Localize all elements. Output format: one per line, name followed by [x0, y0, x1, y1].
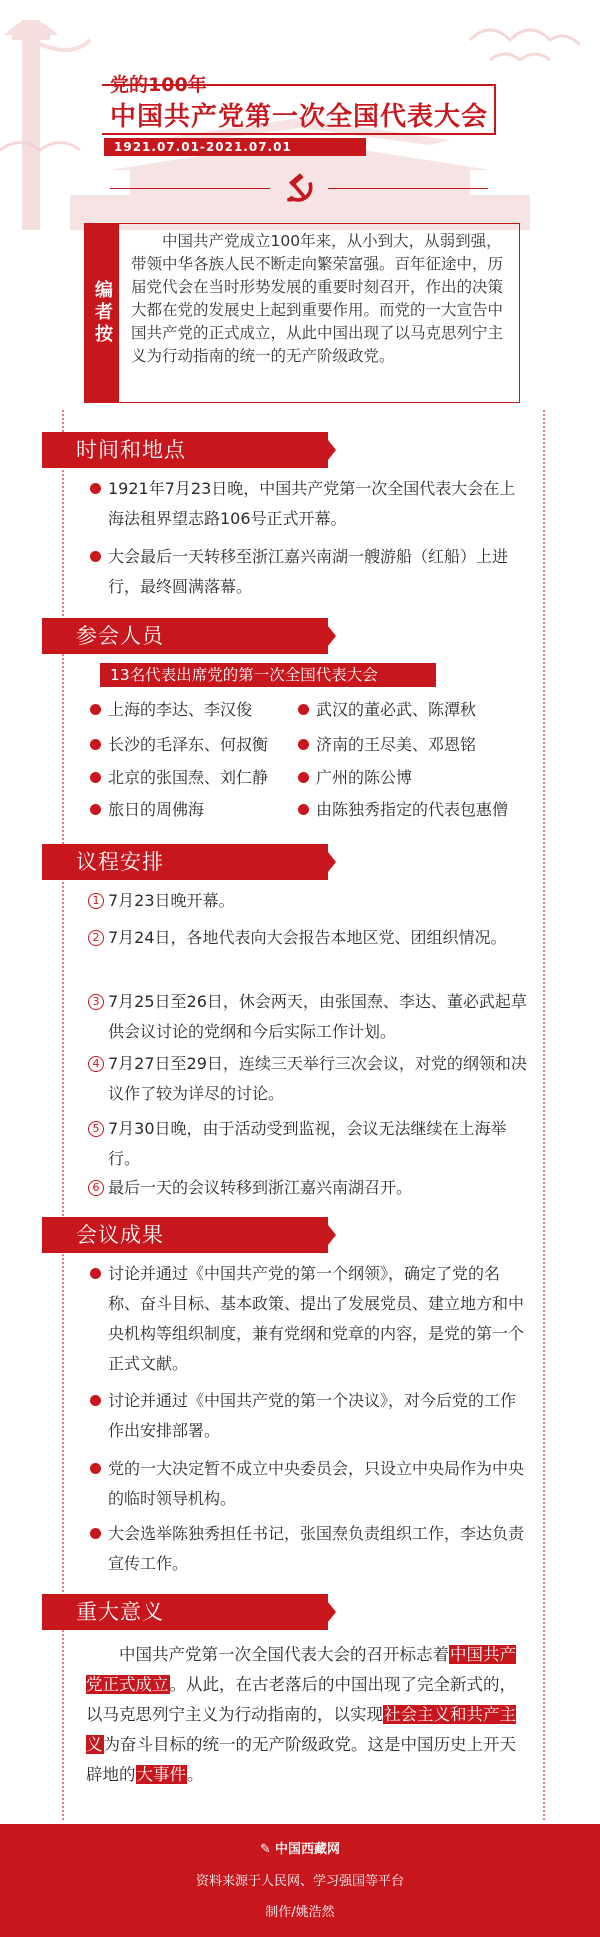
significance-text: 中国共产党第一次全国代表大会的召开标志着 — [119, 1645, 449, 1664]
editor-note — [84, 223, 520, 403]
attendee-item: 武汉的董必武、陈潭秋 — [316, 700, 477, 719]
attendee-item: 旅日的周佛海 — [108, 800, 205, 819]
bullet-dot — [298, 772, 309, 783]
agenda-item: 7月25日至26日，休会两天，由张国焘、李达、董必武起草供会议讨论的党纲和今后实际工作计划。 — [108, 992, 527, 1041]
section-header-results: 会议成果 — [42, 1217, 328, 1253]
editor-note-tag: 编者按 — [85, 224, 119, 402]
bullet-dot — [298, 739, 309, 750]
significance-text: 为奋斗目标的统一的无产阶级政党。这是中国历史上开天辟地的 — [86, 1735, 516, 1784]
agenda-item: 7月24日，各地代表向大会报告本地区党、团组织情况。 — [108, 928, 507, 947]
footer-credit: 制作/姚浩然 — [265, 1905, 335, 1920]
significance-text: 。从此，在古老落后的中国出现了完全新式的，以马克思列宁主义为行动指南的，以实现 — [86, 1675, 516, 1724]
attendees-banner: 13名代表出席党的第一次全国代表大会 — [100, 663, 436, 687]
significance-highlight: 中国共产党正式成立 — [86, 1645, 516, 1694]
bullet-dot — [90, 804, 101, 815]
result-item: 讨论并通过《中国共产党的第一个纲领》，确定了党的名称、奋斗目标、基本政策、提出了发展党员、建立地方和中央机构等组织制度，兼有党纲和党章的内容，是党的第一个正式文献。 — [108, 1264, 525, 1373]
result-item: 党的一大决定暂不成立中央委员会，只设立中央局作为中央的临时领导机构。 — [108, 1459, 525, 1508]
agenda-number: 2 — [88, 930, 104, 946]
bullet-dot — [90, 704, 101, 715]
result-item: 讨论并通过《中国共产党的第一个决议》，对今后党的工作作出安排部署。 — [108, 1391, 517, 1440]
attendee-item: 长沙的毛泽东、何叔衡 — [108, 735, 269, 754]
attendee-item: 济南的王尽美、邓恩铭 — [316, 735, 477, 754]
bullet-dot — [90, 739, 101, 750]
editor-note-text: 中国共产党成立100年来，从小到大，从弱到强，带领中华各族人民不断走向繁荣富强。百年征途中，历届党代会在当时形势发展的重要时刻召开，作出的决策大都在党的发展史上起到重要作用。而党的一大宣告中国共产党的正式成立，从此中国出现了以马克思列宁主义为行动指南的统一的无产阶级政党。 — [131, 232, 504, 365]
bullet-dot — [90, 551, 101, 562]
page-title: 中国共产党第一次全国代表大会 — [110, 102, 489, 132]
significance-paragraph — [86, 1640, 532, 1790]
bullet-dot — [90, 772, 101, 783]
agenda-number: 4 — [88, 1056, 104, 1072]
section-header-time-place: 时间和地点 — [42, 432, 328, 468]
attendee-item: 由陈独秀指定的代表包惠僧 — [316, 800, 509, 819]
bullet-dot — [90, 1463, 101, 1474]
bullet-dot — [90, 1395, 101, 1406]
time-place-item: 大会最后一天转移至浙江嘉兴南湖一艘游船（红船）上进行，最终圆满落幕。 — [108, 547, 509, 596]
bullet-dot — [90, 1268, 101, 1279]
hammer-sickle-icon — [281, 170, 317, 206]
agenda-number: 5 — [88, 1121, 104, 1137]
bullet-dot — [90, 1528, 101, 1539]
result-item: 大会选举陈独秀担任书记，张国焘负责组织工作，李达负责宣传工作。 — [108, 1524, 525, 1573]
divider-right — [328, 188, 488, 189]
agenda-number: 3 — [88, 994, 104, 1010]
significance-highlight: 大事件 — [136, 1765, 186, 1784]
significance-highlight: 社会主义和共产主义 — [86, 1705, 516, 1754]
agenda-item: 最后一天的会议转移到浙江嘉兴南湖召开。 — [108, 1178, 413, 1197]
footer — [0, 1824, 600, 1937]
attendee-item: 北京的张国焘、刘仁静 — [108, 768, 269, 787]
attendee-item: 上海的李达、李汉俊 — [108, 700, 253, 719]
agenda-number: 6 — [88, 1180, 104, 1196]
header — [0, 0, 600, 230]
section-header-attendees: 参会人员 — [42, 618, 328, 654]
footer-logo-text: 中国西藏网 — [274, 1842, 340, 1857]
footer-source: 资料来源于人民网、学习强国等平台 — [195, 1874, 404, 1889]
header-subtitle: 党的100年 — [110, 74, 207, 96]
logo-icon: ✎ — [260, 1842, 271, 1857]
section-header-agenda: 议程安排 — [42, 844, 328, 880]
footer-logo — [0, 1838, 600, 1857]
significance-text: 。 — [187, 1765, 204, 1784]
bullet-dot — [298, 704, 309, 715]
time-place-item: 1921年7月23日晚，中国共产党第一次全国代表大会在上海法租界望志路106号正式开幕。 — [108, 479, 516, 528]
attendee-item: 广州的陈公博 — [316, 768, 413, 787]
date-range: 1921.07.01-2021.07.01 — [104, 138, 366, 156]
bullet-dot — [90, 483, 101, 494]
bullet-dot — [298, 804, 309, 815]
frame-dotted-right — [543, 410, 545, 1820]
agenda-item: 7月23日晚开幕。 — [108, 891, 235, 910]
divider-left — [110, 188, 270, 189]
section-header-significance: 重大意义 — [42, 1594, 328, 1630]
agenda-item: 7月30日晚，由于活动受到监视，会议无法继续在上海举行。 — [108, 1119, 507, 1168]
agenda-number: 1 — [88, 893, 104, 909]
agenda-item: 7月27日至29日，连续三天举行三次会议，对党的纲领和决议作了较为详尽的讨论。 — [108, 1054, 527, 1103]
